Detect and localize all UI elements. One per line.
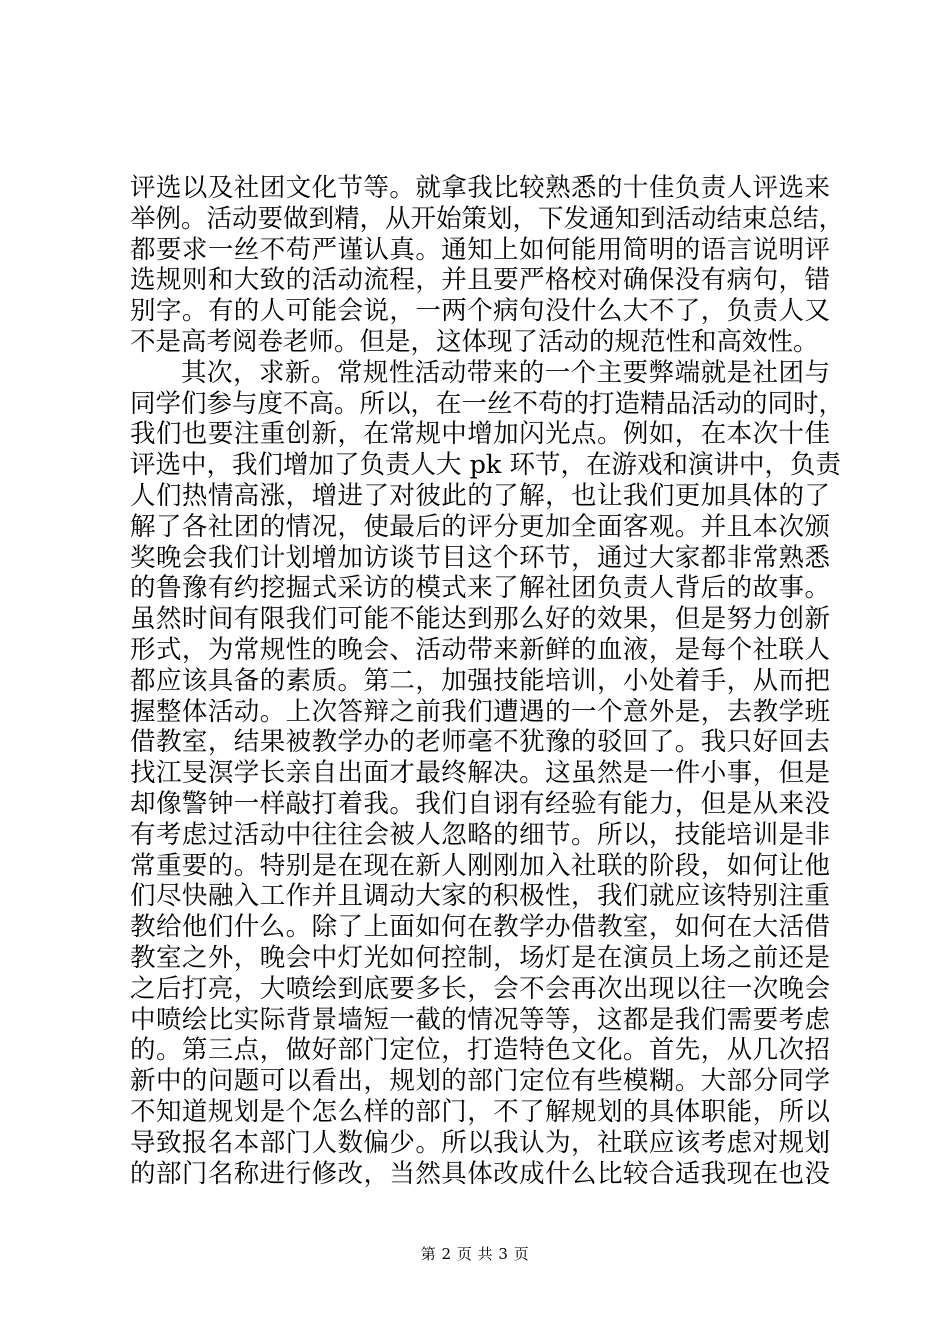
text-line: 的鲁豫有约挖掘式采访的模式来了解社团负责人背后的故事。 <box>130 573 830 604</box>
text-line: 中喷绘比实际背景墙短一截的情况等等，这都是我们需要考虑 <box>130 1004 830 1035</box>
text-line: 握整体活动。上次答辩之前我们遭遇的一个意外是，去教学班 <box>130 696 830 727</box>
text-line: 解了各社团的情况，使最后的评分更加全面客观。并且本次颁 <box>130 511 830 542</box>
text-line: 导致报名本部门人数偏少。所以我认为，社联应该考虑对规划 <box>130 1127 830 1158</box>
text-line: 评选中，我们增加了负责人大 pk 环节，在游戏和演讲中，负责 <box>130 450 841 481</box>
text-line: 评选以及社团文化节等。就拿我比较熟悉的十佳负责人评选来 <box>130 173 830 203</box>
body-text <box>130 173 845 1189</box>
text-line: 找江旻溟学长亲自出面才最终解决。这虽然是一件小事，但是 <box>130 758 830 789</box>
text-line: 不知道规划是个怎么样的部门，不了解规划的具体职能，所以 <box>130 1096 830 1127</box>
text-line: 奖晚会我们计划增加访谈节目这个环节，通过大家都非常熟悉 <box>130 542 830 573</box>
text-line-paragraph-start: 其次，求新。常规性活动带来的一个主要弊端就是社团与 <box>181 357 830 388</box>
text-line: 的。第三点，做好部门定位，打造特色文化。首先，从几次招 <box>130 1035 830 1066</box>
text-line: 人们热情高涨，增进了对彼此的了解，也让我们更加具体的了 <box>130 480 830 511</box>
text-line: 有考虑过活动中往往会被人忽略的细节。所以，技能培训是非 <box>130 819 830 850</box>
text-line: 们尽快融入工作并且调动大家的积极性，我们就应该特别注重 <box>130 881 830 912</box>
text-line: 我们也要注重创新，在常规中增加闪光点。例如，在本次十佳 <box>130 419 830 450</box>
text-line: 都要求一丝不苟严谨认真。通知上如何能用简明的语言说明评 <box>130 234 830 265</box>
text-line: 常重要的。特别是在现在新人刚刚加入社联的阶段，如何让他 <box>130 850 830 881</box>
text-line: 教给他们什么。除了上面如何在教学办借教室，如何在大活借 <box>130 912 830 943</box>
text-line: 借教室，结果被教学办的老师毫不犹豫的驳回了。我只好回去 <box>130 727 830 758</box>
text-line: 的部门名称进行修改，当然具体改成什么比较合适我现在也没 <box>130 1158 830 1189</box>
page-footer <box>0 1243 950 1264</box>
page-number-label: 第 2 页 共 3 页 <box>420 1245 530 1263</box>
text-line: 新中的问题可以看出，规划的部门定位有些模糊。大部分同学 <box>130 1066 830 1097</box>
text-line: 别字。有的人可能会说，一两个病句没什么大不了，负责人又 <box>130 296 830 327</box>
text-line: 举例。活动要做到精，从开始策划，下发通知到活动结束总结， <box>130 203 845 234</box>
text-line: 形式，为常规性的晚会、活动带来新鲜的血液，是每个社联人 <box>130 634 830 665</box>
text-line: 教室之外，晚会中灯光如何控制，场灯是在演员上场之前还是 <box>130 942 830 973</box>
text-line: 都应该具备的素质。第二，加强技能培训，小处着手，从而把 <box>130 665 830 696</box>
text-line: 选规则和大致的活动流程，并且要严格校对确保没有病句，错 <box>130 265 830 296</box>
text-line: 不是高考阅卷老师。但是，这体现了活动的规范性和高效性。 <box>130 326 819 357</box>
text-line: 同学们参与度不高。所以，在一丝不苟的打造精品活动的同时， <box>130 388 845 419</box>
text-line: 却像警钟一样敲打着我。我们自诩有经验有能力，但是从来没 <box>130 788 830 819</box>
text-line: 之后打亮，大喷绘到底要多长，会不会再次出现以往一次晚会 <box>130 973 830 1004</box>
text-line: 虽然时间有限我们可能不能达到那么好的效果，但是努力创新 <box>130 604 830 635</box>
